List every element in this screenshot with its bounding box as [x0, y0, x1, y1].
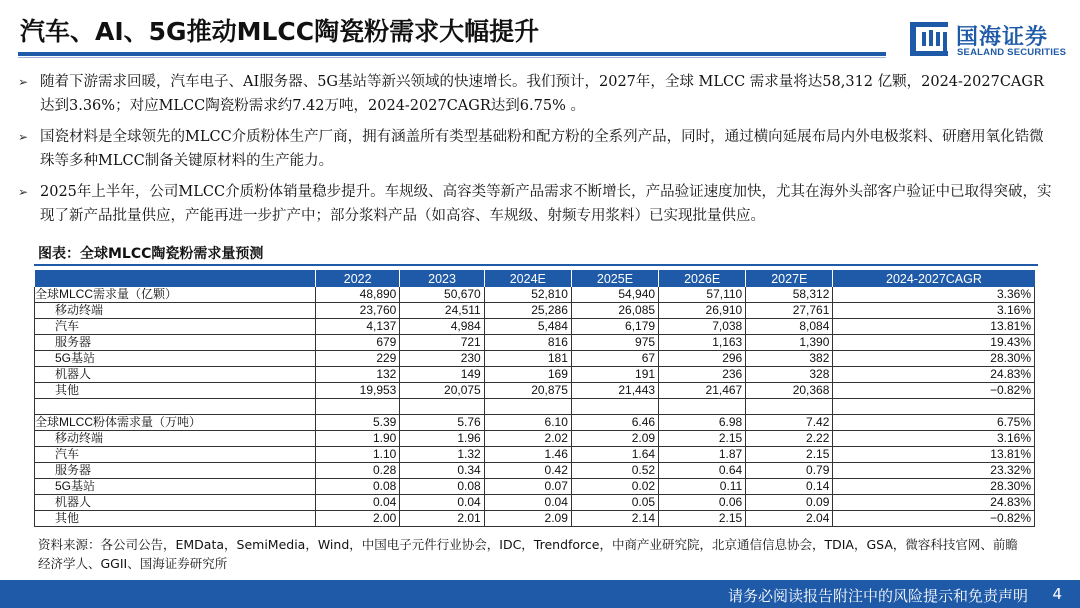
table-cell: 6.46 — [571, 414, 658, 430]
table-cell: 169 — [484, 367, 571, 383]
row-label: 服务器 — [35, 462, 316, 478]
logo-text-cn: 国海证券 — [956, 25, 1049, 50]
table-row — [35, 510, 1035, 526]
row-label: 机器人 — [35, 367, 316, 383]
table-cell — [746, 399, 833, 415]
table-cell: 67 — [571, 351, 658, 367]
table-cell: 721 — [400, 335, 484, 351]
table-cell: 0.14 — [746, 478, 833, 494]
table-row — [35, 414, 1035, 430]
table-body — [35, 287, 1035, 526]
table-cell: 2.09 — [571, 430, 658, 446]
table-cell: 23,760 — [316, 303, 400, 319]
table-cell: 13.81% — [833, 319, 1035, 335]
table-cell: 149 — [400, 367, 484, 383]
demand-forecast-table — [34, 270, 1035, 527]
table-cell: −0.82% — [833, 383, 1035, 399]
table-cell: 28.30% — [833, 351, 1035, 367]
table-row — [35, 478, 1035, 494]
table-cell: 24.83% — [833, 367, 1035, 383]
table-cell: 1,390 — [746, 335, 833, 351]
bullet-arrow-icon: ➢ — [18, 75, 29, 89]
bullet-text: 2025年上半年，公司MLCC介质粉体销量稳步提升。车规级、高容类等新产品需求不断增长，产品验证速度加快，尤其在海外头部客户验证中已取得突破，实现了新产品批量供应，产能再进一步扩产中；部分浆料产品（如高容、车规级、射频专用浆料）已实现批量供应。 — [40, 184, 1052, 224]
table-cell: 27,761 — [746, 303, 833, 319]
table-cell: 328 — [746, 367, 833, 383]
table-cell — [316, 399, 400, 415]
footer-disclaimer: 请务必阅读报告附注中的风险提示和免责声明 — [727, 587, 1028, 605]
column-header: 2024-2027CAGR — [833, 270, 1035, 287]
table-cell: 0.08 — [400, 478, 484, 494]
table-cell: 0.09 — [746, 494, 833, 510]
table-cell: 7.42 — [746, 414, 833, 430]
table-cell: 48,890 — [316, 287, 400, 303]
row-label: 全球MLCC粉体需求量（万吨） — [35, 414, 316, 430]
table-cell: 28.30% — [833, 478, 1035, 494]
row-label: 移动终端 — [35, 430, 316, 446]
source-note: 资料来源：各公司公告，EMData，SemiMedia，Wind，中国电子元件行业协会，IDC，Trendforce，中商产业研究院，北京通信信息协会，TDIA，GSA，微容科技官网、前瞻经济学人、GGII、国海证券研究所 — [38, 537, 1018, 571]
table-row — [35, 319, 1035, 335]
table-row — [35, 303, 1035, 319]
table-cell: 2.02 — [484, 430, 571, 446]
table-cell: 2.14 — [571, 510, 658, 526]
table-cell: 0.05 — [571, 494, 658, 510]
table-row — [35, 367, 1035, 383]
table-cell: 1,163 — [659, 335, 746, 351]
title-divider — [18, 52, 886, 56]
table-cell: 0.52 — [571, 462, 658, 478]
table-cell: 4,137 — [316, 319, 400, 335]
table-cell: 50,670 — [400, 287, 484, 303]
table-cell: 20,368 — [746, 383, 833, 399]
table-cell: 0.28 — [316, 462, 400, 478]
table-cell: 2.09 — [484, 510, 571, 526]
table-cell: 4,984 — [400, 319, 484, 335]
table-cell: 0.07 — [484, 478, 571, 494]
table-cell: 0.64 — [659, 462, 746, 478]
table-caption: 图表：全球MLCC陶瓷粉需求量预测 — [38, 246, 264, 262]
table-cell: 20,875 — [484, 383, 571, 399]
table-cell: 5.76 — [400, 414, 484, 430]
title-divider-thin — [18, 57, 886, 58]
table-row — [35, 335, 1035, 351]
table-cell: 1.96 — [400, 430, 484, 446]
table-row — [35, 446, 1035, 462]
table-cell: 0.34 — [400, 462, 484, 478]
column-header: 2027E — [746, 270, 833, 287]
table-cell: 8,084 — [746, 319, 833, 335]
table-cell: 2.00 — [316, 510, 400, 526]
caption-divider — [34, 264, 1038, 266]
table-cell: 816 — [484, 335, 571, 351]
table-cell: 1.32 — [400, 446, 484, 462]
table-cell: 0.06 — [659, 494, 746, 510]
page-number: 4 — [1052, 585, 1062, 603]
table-cell: 0.42 — [484, 462, 571, 478]
table-cell: 1.87 — [659, 446, 746, 462]
table-cell: 0.04 — [484, 494, 571, 510]
row-label: 汽车 — [35, 446, 316, 462]
row-label: 移动终端 — [35, 303, 316, 319]
table-cell: 54,940 — [571, 287, 658, 303]
table-cell: 26,085 — [571, 303, 658, 319]
table-cell: 191 — [571, 367, 658, 383]
table-cell: 25,286 — [484, 303, 571, 319]
table-cell: 236 — [659, 367, 746, 383]
table-cell: 23.32% — [833, 462, 1035, 478]
logo-text-en: SEALAND SECURITIES — [957, 47, 1067, 58]
table-cell — [659, 399, 746, 415]
column-header — [35, 270, 316, 287]
row-label: 机器人 — [35, 494, 316, 510]
table-header-row — [35, 270, 1035, 287]
table-cell: 0.04 — [316, 494, 400, 510]
table-cell: 2.22 — [746, 430, 833, 446]
table-cell: 20,075 — [400, 383, 484, 399]
table-row — [35, 430, 1035, 446]
bullet-list — [18, 70, 1058, 235]
table-cell: 52,810 — [484, 287, 571, 303]
table-row — [35, 351, 1035, 367]
column-header: 2026E — [659, 270, 746, 287]
row-label: 其他 — [35, 383, 316, 399]
table-cell: 0.02 — [571, 478, 658, 494]
row-label: 5G基站 — [35, 351, 316, 367]
table-cell: 0.79 — [746, 462, 833, 478]
bullet-text: 国瓷材料是全球领先的MLCC介质粉体生产厂商，拥有涵盖所有类型基础粉和配方粉的全系列产品，同时，通过横向延展布局内外电极浆料、研磨用氧化锆微珠等多种MLCC制备关键原材料的生产能力。 — [40, 129, 1044, 169]
table-cell: −0.82% — [833, 510, 1035, 526]
table-cell: 6,179 — [571, 319, 658, 335]
table-cell: 229 — [316, 351, 400, 367]
company-logo — [908, 20, 1068, 62]
page-title: 汽车、AI、5G推动MLCC陶瓷粉需求大幅提升 — [20, 17, 540, 46]
table-cell — [833, 399, 1035, 415]
table-cell: 1.64 — [571, 446, 658, 462]
table-cell: 2.01 — [400, 510, 484, 526]
column-header: 2022 — [316, 270, 400, 287]
bullet-item — [18, 125, 1058, 173]
table-cell: 6.75% — [833, 414, 1035, 430]
row-label: 全球MLCC需求量（亿颗） — [35, 287, 316, 303]
bullet-text: 随着下游需求回暖，汽车电子、AI服务器、5G基站等新兴领域的快速增长。我们预计，2027年，全球 MLCC 需求量将达58,312 亿颗，2024-2027CAGR达到3.36%；对应MLCC陶瓷粉需求约7.42万吨，2024-2027CAGR达到6.75% 。 — [40, 74, 1044, 114]
table-row — [35, 494, 1035, 510]
column-header: 2025E — [571, 270, 658, 287]
table-cell: 0.04 — [400, 494, 484, 510]
table-cell: 57,110 — [659, 287, 746, 303]
table-cell: 296 — [659, 351, 746, 367]
table-cell: 230 — [400, 351, 484, 367]
table-cell: 7,038 — [659, 319, 746, 335]
bullet-item — [18, 180, 1058, 228]
table-cell: 181 — [484, 351, 571, 367]
table-cell: 5.39 — [316, 414, 400, 430]
table-cell — [400, 399, 484, 415]
table-cell: 1.10 — [316, 446, 400, 462]
table-cell — [571, 399, 658, 415]
table-cell: 13.81% — [833, 446, 1035, 462]
bullet-arrow-icon: ➢ — [18, 185, 29, 199]
bullet-item — [18, 70, 1058, 118]
table-cell: 3.36% — [833, 287, 1035, 303]
table-row — [35, 383, 1035, 399]
table-cell: 2.04 — [746, 510, 833, 526]
table-cell: 3.16% — [833, 430, 1035, 446]
table-cell: 24,511 — [400, 303, 484, 319]
column-header: 2023 — [400, 270, 484, 287]
table-cell: 6.10 — [484, 414, 571, 430]
table-cell: 26,910 — [659, 303, 746, 319]
table-row — [35, 287, 1035, 303]
table-spacer-row — [35, 399, 1035, 415]
row-label: 5G基站 — [35, 478, 316, 494]
table-cell: 19,953 — [316, 383, 400, 399]
table-row — [35, 462, 1035, 478]
table-cell: 1.90 — [316, 430, 400, 446]
table-cell: 5,484 — [484, 319, 571, 335]
row-label — [35, 399, 316, 415]
table-cell: 1.46 — [484, 446, 571, 462]
table-cell: 21,443 — [571, 383, 658, 399]
table-cell: 3.16% — [833, 303, 1035, 319]
table-cell: 6.98 — [659, 414, 746, 430]
table-cell: 0.11 — [659, 478, 746, 494]
table-cell: 975 — [571, 335, 658, 351]
sealand-logo-icon — [908, 20, 952, 60]
row-label: 汽车 — [35, 319, 316, 335]
table-cell: 2.15 — [746, 446, 833, 462]
column-header: 2024E — [484, 270, 571, 287]
table-cell — [484, 399, 571, 415]
table-cell: 382 — [746, 351, 833, 367]
table-cell: 2.15 — [659, 430, 746, 446]
bullet-arrow-icon: ➢ — [18, 130, 29, 144]
table-cell: 0.08 — [316, 478, 400, 494]
row-label: 服务器 — [35, 335, 316, 351]
table-cell: 19.43% — [833, 335, 1035, 351]
table-cell: 58,312 — [746, 287, 833, 303]
row-label: 其他 — [35, 510, 316, 526]
table-cell: 679 — [316, 335, 400, 351]
table-cell: 2.15 — [659, 510, 746, 526]
table-cell: 21,467 — [659, 383, 746, 399]
table-cell: 24.83% — [833, 494, 1035, 510]
table-cell: 132 — [316, 367, 400, 383]
footer-bar — [0, 580, 1080, 608]
